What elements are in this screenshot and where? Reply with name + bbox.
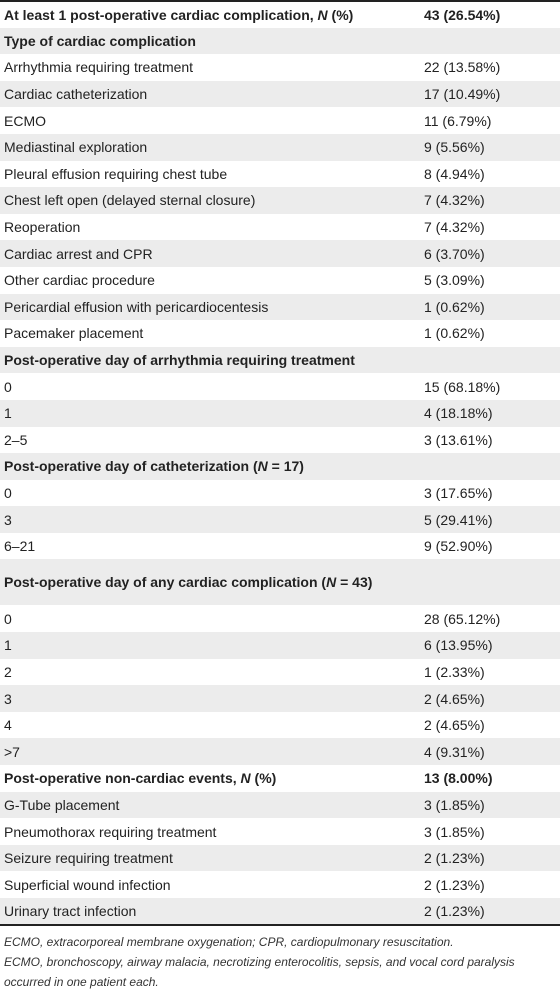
table-row [0, 712, 560, 739]
footnote-abbreviations: ECMO, extracorporeal membrane oxygenation; CPR, cardiopulmonary resuscitation. [4, 934, 454, 949]
row-label: Pacemaker placement [4, 325, 144, 342]
table-footnotes [0, 926, 560, 992]
row-value: 13 (8.00%) [424, 770, 493, 787]
row-label: Pericardial effusion with pericardiocentesis [4, 298, 269, 315]
row-value: 7 (4.32%) [424, 192, 485, 209]
footnote-single-patient-events: ECMO, bronchoscopy, airway malacia, necrotizing enterocolitis, sepsis, and vocal cord paralysis occurred in one patient each. [4, 954, 515, 989]
section-row [0, 347, 560, 374]
table-row [0, 659, 560, 686]
table-row [0, 605, 560, 632]
row-label: Cardiac catheterization [4, 86, 148, 103]
table-row [0, 54, 560, 81]
table-row [0, 738, 560, 765]
table-row [0, 898, 560, 925]
row-label: 4 [4, 717, 12, 734]
row-label: 6–21 [4, 538, 36, 555]
row-label: Type of cardiac complication [4, 32, 196, 49]
row-value: 22 (13.58%) [424, 59, 501, 76]
row-label: Seizure requiring treatment [4, 850, 173, 867]
table-row [0, 320, 560, 347]
table-row [0, 81, 560, 108]
row-label: 0 [4, 378, 12, 395]
row-label: 1 [4, 405, 12, 422]
row-value [420, 28, 560, 55]
row-value: 5 (29.41%) [424, 511, 493, 528]
row-label: Post-operative day of arrhythmia requiring treatment [4, 352, 355, 369]
row-value: 7 (4.32%) [424, 219, 485, 236]
row-value [420, 453, 560, 480]
row-value: 28 (65.12%) [424, 610, 501, 627]
row-label: 3 [4, 690, 12, 707]
table-row [0, 792, 560, 819]
table-row [0, 373, 560, 400]
row-label: 0 [4, 610, 12, 627]
row-label: Cardiac arrest and CPR [4, 245, 153, 262]
row-label: Post-operative day of any cardiac complication (N = 43) [4, 573, 373, 590]
table-row [0, 427, 560, 454]
table-row [0, 267, 560, 294]
table-row [0, 161, 560, 188]
row-label: 2 [4, 663, 12, 680]
row-value: 2 (1.23%) [424, 876, 485, 893]
table-row [0, 685, 560, 712]
row-label: 1 [4, 637, 12, 654]
row-value [420, 559, 560, 605]
row-value: 15 (68.18%) [424, 378, 501, 395]
row-value: 2 (1.23%) [424, 902, 485, 919]
section-row [0, 28, 560, 55]
row-value: 1 (0.62%) [424, 325, 485, 342]
row-value: 17 (10.49%) [424, 86, 501, 103]
row-label: Pleural effusion requiring chest tube [4, 165, 228, 182]
row-value: 8 (4.94%) [424, 165, 485, 182]
row-label: ECMO [4, 112, 46, 129]
table-row [0, 871, 560, 898]
table-row [0, 533, 560, 560]
row-label: Superficial wound infection [4, 876, 171, 893]
table-row [0, 294, 560, 321]
table-row [0, 107, 560, 134]
row-value: 5 (3.09%) [424, 272, 485, 289]
row-value: 43 (26.54%) [424, 6, 501, 23]
table-row [0, 187, 560, 214]
table-row [0, 632, 560, 659]
row-value: 3 (1.85%) [424, 823, 485, 840]
table-row [0, 240, 560, 267]
section-row [0, 559, 560, 605]
row-label: Chest left open (delayed sternal closure) [4, 192, 256, 209]
table-row [0, 400, 560, 427]
row-value: 6 (3.70%) [424, 245, 485, 262]
table-row [0, 845, 560, 872]
row-value: 11 (6.79%) [424, 112, 492, 129]
table-row [0, 134, 560, 161]
row-label: 0 [4, 484, 12, 501]
row-label: 2–5 [4, 431, 28, 448]
row-value: 6 (13.95%) [424, 637, 493, 654]
row-value: 2 (4.65%) [424, 717, 485, 734]
row-value: 9 (5.56%) [424, 139, 485, 156]
table-row [0, 506, 560, 533]
section-row [0, 1, 560, 28]
row-label: At least 1 post-operative cardiac complication, N (%) [4, 6, 354, 23]
row-value: 4 (18.18%) [424, 405, 493, 422]
row-label: Post-operative non-cardiac events, N (%) [4, 770, 277, 787]
row-label: Other cardiac procedure [4, 272, 155, 289]
row-value: 3 (1.85%) [424, 796, 485, 813]
row-label: 3 [4, 511, 12, 528]
row-label: >7 [4, 743, 20, 760]
table-row [0, 818, 560, 845]
table-row [0, 214, 560, 241]
row-value: 4 (9.31%) [424, 743, 485, 760]
section-row [0, 765, 560, 792]
row-value: 2 (4.65%) [424, 690, 485, 707]
row-label: G-Tube placement [4, 796, 120, 813]
row-label: Post-operative day of catheterization (N = 17) [4, 458, 304, 475]
row-label: Mediastinal exploration [4, 139, 148, 156]
row-value: 3 (17.65%) [424, 484, 493, 501]
row-value: 1 (0.62%) [424, 298, 485, 315]
row-value: 9 (52.90%) [424, 538, 493, 555]
row-value: 2 (1.23%) [424, 850, 485, 867]
row-label: Arrhythmia requiring treatment [4, 59, 194, 76]
row-value: 3 (13.61%) [424, 431, 493, 448]
row-label: Reoperation [4, 219, 81, 236]
row-value: 1 (2.33%) [424, 663, 485, 680]
row-label: Pneumothorax requiring treatment [4, 823, 217, 840]
row-label: Urinary tract infection [4, 902, 137, 919]
table-row [0, 480, 560, 507]
table-body [0, 1, 560, 925]
section-row [0, 453, 560, 480]
row-value [420, 347, 560, 374]
